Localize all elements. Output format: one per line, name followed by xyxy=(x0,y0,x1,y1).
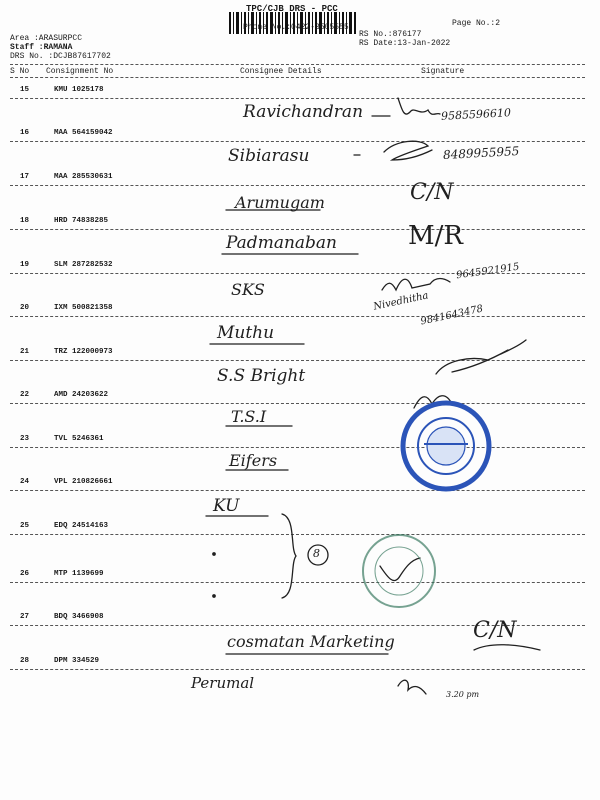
page-number: Page No.:2 xyxy=(452,19,501,28)
handwritten-consignee: Padmanaban xyxy=(226,233,337,253)
row-sno: 27 xyxy=(20,613,30,621)
row-sno: 23 xyxy=(20,435,30,443)
row-consignment: TRZ 122000973 xyxy=(54,348,113,356)
col-header-consignment: Consignment No xyxy=(46,67,114,76)
row-sno: 20 xyxy=(20,304,30,312)
handwritten-consignee: T.S.I xyxy=(231,407,267,426)
signature-scribble xyxy=(398,680,426,694)
handwritten-signature: Nivedhitha xyxy=(372,290,430,313)
handwritten-phone: 9841643478 xyxy=(419,303,485,328)
handwritten-time: 3.20 pm xyxy=(446,690,480,699)
row-consignment: MAA 285530631 xyxy=(54,173,113,181)
handwritten-signature: C/N xyxy=(410,180,454,205)
row-sno: 19 xyxy=(20,261,30,269)
company-stamp xyxy=(403,403,489,489)
handwritten-phone: 9645921915 xyxy=(455,261,521,282)
row-consignment: MAA 564159042 xyxy=(54,129,113,137)
col-header-consignee: Consignee Details xyxy=(240,67,322,76)
row-sno: 18 xyxy=(20,217,30,225)
grouping-brace xyxy=(282,514,296,598)
row-consignment: EDQ 24514163 xyxy=(54,522,109,530)
handwritten-consignee: KU xyxy=(213,496,240,516)
signature-scribble xyxy=(436,340,526,374)
handwritten-consignee: cosmatan Marketing xyxy=(227,632,395,651)
row-consignment: KMU 1025178 xyxy=(54,86,104,94)
row-sno: 15 xyxy=(20,86,30,94)
handwritten-signature: M/R xyxy=(408,221,463,251)
handwritten-phone: 8489955955 xyxy=(442,144,520,162)
rs-number: RS No.:876177 xyxy=(359,30,422,39)
row-sno: 22 xyxy=(20,391,30,399)
row-sno: 21 xyxy=(20,348,30,356)
col-header-signature: Signature xyxy=(421,67,465,76)
handwritten-consignee: S.S Bright xyxy=(217,366,306,386)
row-consignment: DPM 334529 xyxy=(54,657,100,665)
row-sno: 17 xyxy=(20,173,30,181)
signature-scribble xyxy=(372,98,440,116)
drs-number: DRS No. :DCJB87617702 xyxy=(10,52,111,61)
row-consignment: BDQ 3466908 xyxy=(54,613,104,621)
handwritten-consignee: Ravichandran xyxy=(243,102,364,122)
staff-label: Staff :RAMANA xyxy=(10,43,73,52)
rs-date: RS Date:13-Jan-2022 xyxy=(359,39,451,48)
area-label: Area :ARASURPCC xyxy=(10,34,83,43)
row-consignment: HRD 74838285 xyxy=(54,217,109,225)
signature-scribble xyxy=(380,558,420,581)
brace-count: 8 xyxy=(313,547,320,560)
row-sno: 25 xyxy=(20,522,30,530)
faint-stamp xyxy=(363,535,435,607)
handwritten-consignee: Eifers xyxy=(229,451,278,470)
signature-scribble xyxy=(382,279,450,291)
handwritten-consignee: Perumal xyxy=(191,674,255,692)
handwritten-consignee: SKS xyxy=(231,280,265,299)
row-sno: 26 xyxy=(20,570,30,578)
handwritten-consignee: Sibiarasu xyxy=(228,146,310,166)
row-sno: 24 xyxy=(20,478,30,486)
row-consignment: IXM 500821358 xyxy=(54,304,113,312)
row-sno: 28 xyxy=(20,657,30,665)
row-consignment: AMD 24203622 xyxy=(54,391,109,399)
handwritten-phone: 9585596610 xyxy=(440,106,512,123)
handwritten-consignee: Muthu xyxy=(217,323,275,343)
row-consignment: VPL 210826661 xyxy=(54,478,113,486)
handwritten-consignee: Arumugam xyxy=(235,193,325,212)
row-sno: 16 xyxy=(20,129,30,137)
signature-scribble xyxy=(474,645,540,650)
row-consignment: TVL 5246361 xyxy=(54,435,104,443)
handwritten-signature: C/N xyxy=(473,618,517,643)
document-title: TPC/CJB DRS - PCC xyxy=(246,4,338,14)
signature-scribble xyxy=(354,141,432,160)
phone-number: Phone No.:0422-3505555 xyxy=(243,23,349,32)
col-header-sno: S No xyxy=(10,67,30,76)
row-consignment: SLM 287282532 xyxy=(54,261,113,269)
row-consignment: MTP 1139699 xyxy=(54,570,104,578)
